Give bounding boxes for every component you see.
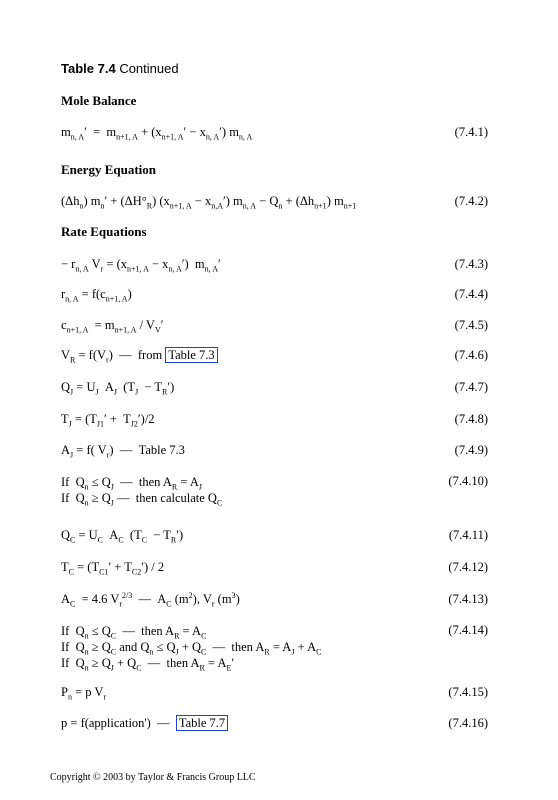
equation-7-4-16: p = f(application') — Table 7.7 bbox=[61, 716, 228, 731]
section-energy-equation: Energy Equation bbox=[61, 162, 156, 177]
section-rate-equations: Rate Equations bbox=[61, 224, 147, 239]
equation-number: (7.4.7) bbox=[454, 380, 488, 394]
equation-number: (7.4.12) bbox=[448, 560, 488, 574]
equation-number: (7.4.14) bbox=[448, 623, 488, 637]
equation-number: (7.4.10) bbox=[448, 474, 488, 488]
equation-7-4-7: $Q_J = U_J$ $A_J$ $(T_J - T_R')$ bbox=[61, 380, 175, 397]
table-7-3-text: Table 7.3 bbox=[138, 443, 185, 457]
equation-number: (7.4.6) bbox=[454, 348, 488, 362]
equation-7-4-11: $Q_C = U_C$ $A_C$ $(T_C - T_R')$ bbox=[61, 528, 184, 545]
equation-number: (7.4.5) bbox=[454, 318, 488, 332]
from-text: from bbox=[137, 348, 163, 362]
equation-7-4-15: $P_n = p$ $V_r$ bbox=[61, 685, 107, 702]
equation-number: (7.4.4) bbox=[454, 287, 488, 301]
equation-7-4-3: − $r_{n, A}$ $V_r = (x_{n+1, A} - x_{n, A}')$ $m_{n, A}'$ bbox=[61, 257, 221, 274]
table-label: Table 7.4 bbox=[61, 61, 116, 76]
table-caption bbox=[61, 61, 179, 76]
equation-7-4-13: $A_C = 4.6$ $V_r^{2/3}$ — $A_C$ $(m^2)$, $V_r$ $(m^3)$ bbox=[61, 590, 240, 609]
equation-number: (7.4.2) bbox=[454, 194, 488, 208]
equation-7-4-1: $m_{n, A}' = m_{n+1, A} + (x_{n+1, A}' - x_{n, A}')$ $m_{n, A}$ bbox=[61, 125, 253, 142]
application-text: f(application') bbox=[80, 716, 151, 730]
equation-number: (7.4.13) bbox=[448, 592, 488, 606]
equation-number: (7.4.1) bbox=[454, 125, 488, 139]
equation-number: (7.4.11) bbox=[448, 528, 488, 542]
equation-number: (7.4.8) bbox=[454, 412, 488, 426]
equation-7-4-14: If $Q_n \le Q_C$ — then $A_R = A_C$ If $Q_n \ge Q_C$ and $Q_n \le Q_J + Q_C$ — then $A_R = A_J + A_C$ If $Q_n \ge Q_J + Q_C$ — then $A_R = A_E'$ bbox=[61, 624, 322, 673]
table-7-7-link[interactable]: Table 7.7 bbox=[176, 715, 228, 731]
table-7-3-link[interactable]: Table 7.3 bbox=[165, 347, 217, 363]
equation-7-4-9: $A_J = f$( $V_r$) — Table 7.3 bbox=[61, 443, 185, 460]
equation-number: (7.4.9) bbox=[454, 443, 488, 457]
equation-number: (7.4.15) bbox=[448, 685, 488, 699]
equation-7-4-10: If $Q_n \le Q_J$ — then $A_R = A_J$ If $Q_n \ge Q_J$ — then calculate $Q_C$ bbox=[61, 475, 223, 508]
section-mole-balance: Mole Balance bbox=[61, 93, 137, 108]
equation-number: (7.4.3) bbox=[454, 257, 488, 271]
equation-7-4-5: $c_{n+1, A} = m_{n+1, A} / V_V'$ bbox=[61, 318, 164, 335]
equation-number: (7.4.16) bbox=[448, 716, 488, 730]
equation-7-4-4: $r_{n, A} = f(c_{n+1, A})$ bbox=[61, 287, 132, 304]
equation-7-4-6: $V_R = f(V_r)$ — from Table 7.3 bbox=[61, 348, 218, 363]
equation-7-4-2: $(\Delta h_n) m_n' + (\Delta H^\circ_R) (x_{n+1, A} - x_{n,A}') m_{n, A} - Q_n + (\Delta h_{n+1})$ $m_{n+1}$ bbox=[61, 194, 357, 211]
equation-7-4-12: $T_C = (T_{C1}' + T_{C2}') / 2$ bbox=[61, 560, 165, 577]
equation-7-4-8: $T_J = (T_{J1}' + T_{J2}')/2$ bbox=[61, 412, 155, 429]
table-caption-rest: Continued bbox=[119, 61, 179, 76]
copyright-footer: Copyright © 2003 by Taylor & Francis Group LLC bbox=[50, 772, 256, 783]
